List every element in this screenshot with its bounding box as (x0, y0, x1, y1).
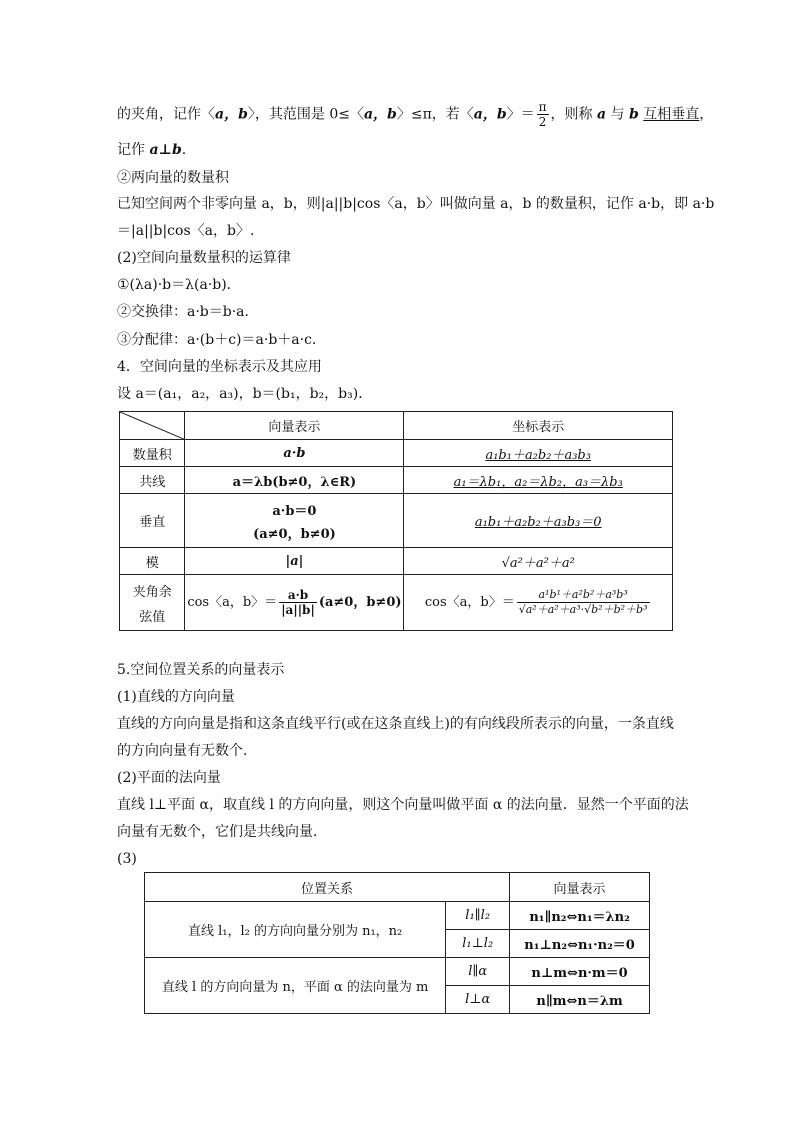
text-line: 向量有无数个，它们是共线向量． (117, 824, 327, 840)
vector-form: a＝λb(b≠0，λ∈R) (185, 467, 404, 494)
relation: l⊥α (446, 986, 510, 1014)
text-line: (2)平面的法向量 (117, 770, 221, 786)
vector-form (185, 494, 404, 548)
row-label: 数量积 (120, 440, 185, 467)
vector-relation: n₁⊥n₂⇔n₁·n₂＝0 (510, 930, 650, 958)
column-header: 位置关系 (145, 873, 510, 902)
vector-relation: n⊥m⇔n·m＝0 (510, 958, 650, 986)
cos-coordinate-fraction: $\frac{\text{a¹b¹＋a²b²＋a³b³}}{\text{√a²＋a²＋a³·√b²＋b²＋b³}}$ (518, 588, 648, 616)
coordinate-table (119, 411, 673, 631)
row-label: 垂直 (120, 494, 185, 548)
vector-line: a·b＝0 (272, 503, 317, 519)
column-header: 向量表示 (510, 873, 650, 902)
relation: l∥α (446, 958, 510, 986)
text: 与 (610, 106, 625, 123)
text-line: 的方向向量有无数个． (117, 743, 257, 759)
math: a，b (363, 106, 397, 123)
cos-fraction: $\frac{a\cdot b}{|a||b|}$ (281, 588, 315, 617)
section-heading: 4．空间向量的坐标表示及其应用 (117, 359, 322, 375)
vector-form (185, 575, 404, 631)
text-line: 已知空间两个非零向量 a，b，则|a||b|cos〈a，b〉叫做向量 a，b 的数量积，记作 a·b，即 a·b (117, 196, 715, 212)
vector-relation: n₁∥n₂⇔n₁＝λn₂ (510, 902, 650, 930)
math: a (597, 106, 607, 123)
coordinate-form (404, 575, 673, 631)
text-line: (2)空间向量数量积的运算律 (117, 250, 291, 266)
vector-form: |a| (185, 548, 404, 575)
position-relation-table (144, 872, 650, 1014)
vector-relation: n∥m⇔n＝λm (510, 986, 650, 1014)
math: a⊥b (149, 142, 182, 158)
row-label: 共线 (120, 467, 185, 494)
intro-line-2: 记作 a⊥b. (117, 142, 187, 158)
text-line: ①(λa)·b＝λ(a·b)． (117, 277, 241, 293)
group-label: 直线 l₁，l₂ 的方向向量分别为 n₁，n₂ (145, 902, 446, 958)
diagonal-header-cell (120, 412, 185, 440)
math: a，b (215, 106, 248, 123)
text-line: ＝|a||b|cos〈a，b〉. (117, 223, 255, 239)
text: 〉，其范围是 0≤〈 (247, 106, 364, 123)
text: ，则称 (550, 106, 593, 123)
coordinate-form: √a²＋a²＋a² (404, 548, 673, 575)
text-line: ③分配律：a·(b＋c)＝a·b＋a·c. (117, 332, 317, 348)
text-line: 直线的方向向量是指和这条直线平行(或在这条直线上)的有向线段所表示的向量，一条直线 (117, 716, 674, 732)
text: 记作 (117, 142, 145, 158)
underlined-term: 互相垂直 (643, 106, 700, 123)
group-label: 直线 l 的方向向量为 n，平面 α 的法向量为 m (145, 958, 446, 1014)
math: b (628, 106, 639, 123)
coordinate-form: a₁＝λb₁，a₂＝λb₂，a₃＝λb₃ (404, 467, 673, 494)
text: 的夹角，记作〈 (117, 106, 215, 123)
section-heading: 5.空间位置关系的向量表示 (117, 662, 285, 678)
text-line: (1)直线的方向向量 (117, 689, 235, 705)
text-line: (3) (117, 851, 137, 867)
coordinate-form: a₁b₁＋a₂b₂＋a₃b₃ (404, 440, 673, 467)
row-label-line: 弦值 (139, 609, 166, 625)
relation: l₁∥l₂ (446, 902, 510, 930)
cos-prefix: cos〈a，b〉＝ (424, 595, 515, 610)
pi-over-2-fraction: $\frac{\pi}{2}$ (538, 100, 547, 129)
intro-line-1: 的夹角，记作〈a，b〉，其范围是 0≤〈a，b〉≤π，若〈a，b〉＝ $\frac{\pi}{2}$ ，则称 a 与 b 互相垂直， (117, 100, 714, 129)
vector-form: a·b (185, 440, 404, 467)
column-header: 向量表示 (185, 412, 404, 440)
text-line: ②交换律：a·b＝b·a. (117, 304, 249, 320)
column-header: 坐标表示 (404, 412, 673, 440)
coordinate-form: a₁b₁＋a₂b₂＋a₃b₃＝0 (404, 494, 673, 548)
condition: (a≠0，b≠0) (318, 595, 402, 610)
row-label-line: 夹角余 (132, 584, 172, 600)
cos-prefix: cos〈a，b〉＝ (187, 595, 278, 610)
text: 〉＝ (506, 106, 535, 123)
relation: l₁⊥l₂ (446, 930, 510, 958)
text: 〉≤π，若〈 (396, 106, 474, 123)
row-label: 模 (120, 548, 185, 575)
text-line: 设 a＝(a₁，a₂，a₃)，b＝(b₁，b₂，b₃)． (117, 386, 373, 402)
math: a，b (473, 106, 507, 123)
text-line: ②两向量的数量积 (117, 170, 229, 186)
row-label (120, 575, 185, 631)
text-line: 直线 l⊥平面 α，取直线 l 的方向向量，则这个向量叫做平面 α 的法向量．显然一个平面的法 (117, 797, 689, 813)
vector-line: (a≠0，b≠0) (253, 526, 336, 542)
